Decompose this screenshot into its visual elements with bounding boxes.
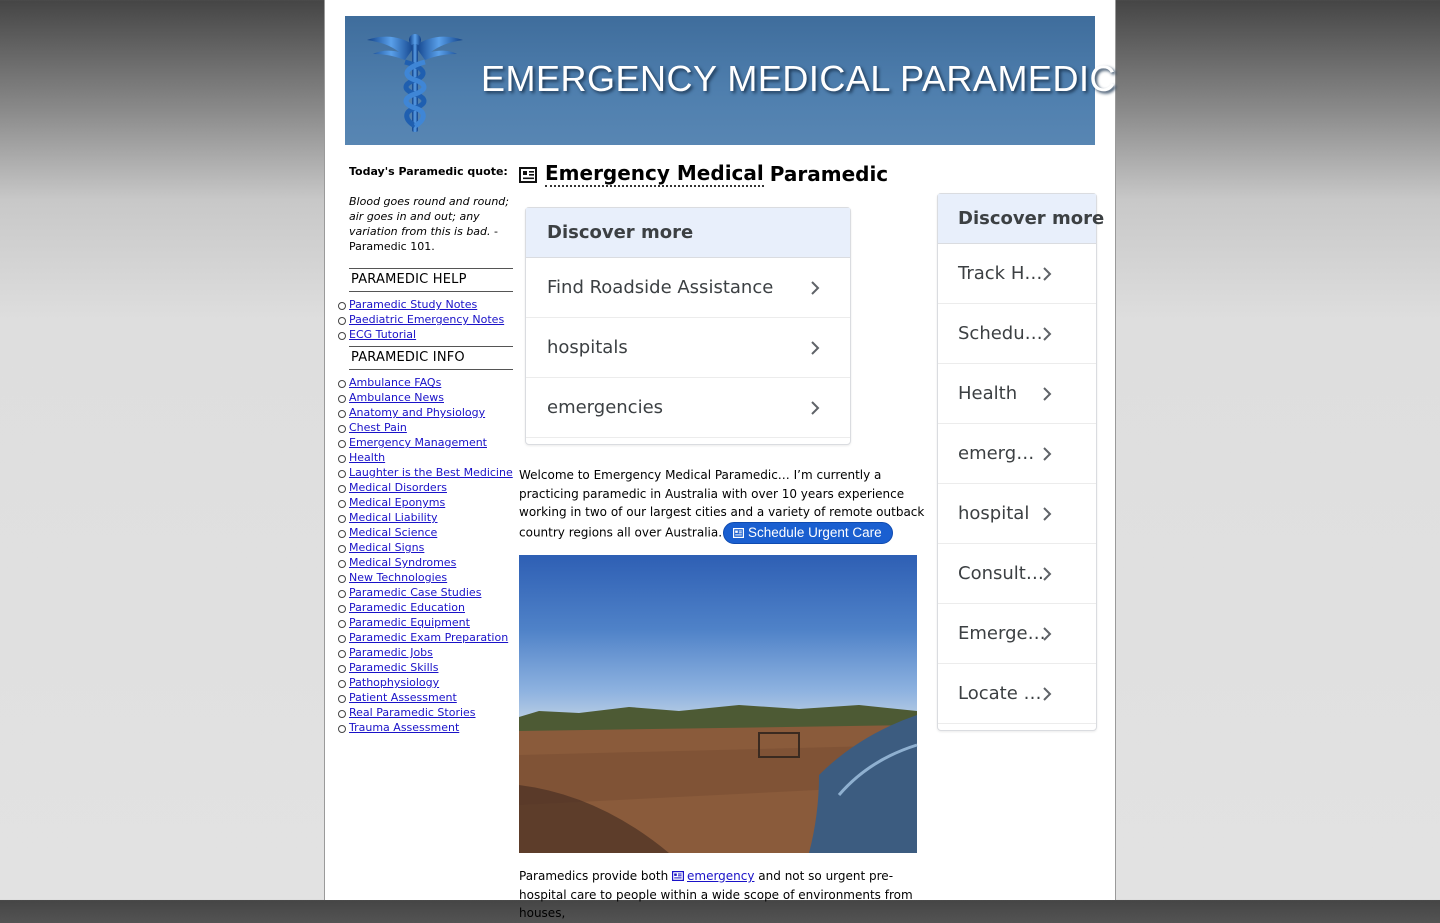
chevron-right-icon <box>1042 446 1052 462</box>
sidebar-link[interactable]: Medical Science <box>349 526 438 539</box>
body-paragraph <box>519 867 929 923</box>
list-item <box>349 420 513 435</box>
sidebar-link[interactable]: Medical Eponyms <box>349 496 446 509</box>
list-item <box>349 630 513 645</box>
sidebar-link[interactable]: Medical Syndromes <box>349 556 457 569</box>
list-item <box>349 615 513 630</box>
discover-more-heading: Discover more <box>526 208 850 258</box>
title-keyword-link[interactable]: Emergency Medical <box>545 161 764 185</box>
discover-item[interactable] <box>938 664 1096 724</box>
list-item <box>349 465 513 480</box>
sidebar-link[interactable]: Ambulance FAQs <box>349 376 442 389</box>
quote-body: Blood goes round and round; air goes in and out; any variation from this is bad. <box>349 195 509 238</box>
section-heading: PARAMEDIC INFO <box>349 346 513 370</box>
paramedic-info-section <box>349 346 513 735</box>
sidebar-link[interactable]: Paramedic Case Studies <box>349 586 482 599</box>
sidebar-link[interactable]: Laughter is the Best Medicine <box>349 466 513 479</box>
chevron-right-icon <box>1042 686 1052 702</box>
sidebar-link[interactable]: Medical Liability <box>349 511 438 524</box>
sidebar-link[interactable]: Medical Disorders <box>349 481 447 494</box>
discover-item[interactable] <box>526 378 850 438</box>
sidebar-link[interactable]: Real Paramedic Stories <box>349 706 476 719</box>
discover-item[interactable] <box>526 258 850 318</box>
chevron-right-icon <box>1042 266 1052 282</box>
list-item <box>349 600 513 615</box>
list-item <box>349 327 513 342</box>
list-item <box>349 540 513 555</box>
chevron-right-icon <box>810 340 820 356</box>
paramedic-help-section <box>349 268 513 342</box>
discover-item[interactable] <box>526 318 850 378</box>
discover-item-label: Emerge… <box>958 623 1046 644</box>
discover-item-label: hospitals <box>547 337 628 358</box>
discover-more-heading: Discover more <box>938 194 1096 244</box>
emergency-link[interactable]: emergency <box>687 869 755 883</box>
schedule-urgent-care-button[interactable] <box>723 522 893 544</box>
list-item <box>349 510 513 525</box>
sidebar-link[interactable]: Paramedic Study Notes <box>349 298 478 311</box>
list-item <box>349 555 513 570</box>
quote-attribution: - Paramedic 101. <box>349 225 498 253</box>
photo-scene <box>519 555 917 853</box>
discover-more-sidebar <box>937 193 1105 731</box>
sidebar-link[interactable]: Chest Pain <box>349 421 407 434</box>
list-item <box>349 375 513 390</box>
discover-item[interactable] <box>938 484 1096 544</box>
sidebar-link[interactable]: Patient Assessment <box>349 691 457 704</box>
title-text: Paramedic <box>769 162 889 186</box>
chevron-right-icon <box>810 280 820 296</box>
list-item <box>349 495 513 510</box>
quote-text <box>349 194 513 254</box>
chevron-right-icon <box>810 400 820 416</box>
list-item <box>349 297 513 312</box>
section-heading: PARAMEDIC HELP <box>349 268 513 292</box>
site-banner[interactable] <box>345 16 1116 145</box>
sidebar-link[interactable]: New Technologies <box>349 571 448 584</box>
intro-text: Welcome to Emergency Medical Paramedic… I’m currently a practicing paramedic in Australia with over 10 years experience working in two of our largest cities and a variety of remote outback country regions all over Australia. <box>519 468 925 540</box>
sidebar-link[interactable]: Medical Signs <box>349 541 425 554</box>
list-item <box>349 690 513 705</box>
discover-item[interactable] <box>938 544 1096 604</box>
sidebar-link[interactable]: Anatomy and Physiology <box>349 406 486 419</box>
list-item <box>349 705 513 720</box>
sidebar-link[interactable]: Paediatric Emergency Notes <box>349 313 505 326</box>
list-item <box>349 405 513 420</box>
chevron-right-icon <box>1042 506 1052 522</box>
quote-heading: Today's Paramedic quote: <box>349 165 508 178</box>
discover-item-label: hospital <box>958 503 1030 524</box>
sidebar-link[interactable]: ECG Tutorial <box>349 328 417 341</box>
left-sidebar <box>349 164 513 735</box>
newspaper-icon <box>672 871 684 881</box>
list-item <box>349 660 513 675</box>
sidebar-link[interactable]: Trauma Assessment <box>349 721 460 734</box>
list-item <box>349 480 513 495</box>
discover-item-label: emergencies <box>547 397 664 418</box>
discover-more-panel <box>525 207 851 445</box>
sidebar-link[interactable]: Health <box>349 451 386 464</box>
sidebar-link[interactable]: Paramedic Skills <box>349 661 439 674</box>
discover-item-label: Health <box>958 383 1018 404</box>
list-item <box>349 525 513 540</box>
list-item <box>349 585 513 600</box>
discover-item-label: emerg… <box>958 443 1035 464</box>
intro-paragraph <box>519 466 925 544</box>
main-content <box>519 160 929 921</box>
discover-item[interactable] <box>938 364 1096 424</box>
list-item <box>349 450 513 465</box>
list-item <box>349 675 513 690</box>
discover-item[interactable] <box>938 244 1096 304</box>
newspaper-icon <box>733 528 744 538</box>
help-link-list <box>349 297 513 342</box>
chevron-right-icon <box>1042 566 1052 582</box>
info-link-list <box>349 375 513 735</box>
sidebar-link[interactable]: Emergency Management <box>349 436 487 449</box>
chevron-right-icon <box>1042 626 1052 642</box>
sidebar-link[interactable]: Ambulance News <box>349 391 444 404</box>
discover-item[interactable] <box>938 424 1096 484</box>
list-item <box>349 720 513 735</box>
list-item <box>349 570 513 585</box>
list-item <box>349 390 513 405</box>
body-text-start: Paramedics provide both <box>519 869 672 883</box>
list-item <box>349 645 513 660</box>
discover-item-label: Find Roadside Assistance <box>547 277 774 298</box>
discover-item-label: Track H… <box>958 263 1043 284</box>
sidebar-link[interactable]: Paramedic Jobs <box>349 646 433 659</box>
chevron-right-icon <box>1042 326 1052 342</box>
discover-item-label: Locate … <box>958 683 1042 704</box>
cta-label: Schedule Urgent Care <box>748 525 882 541</box>
list-item <box>349 435 513 450</box>
discover-item[interactable] <box>938 604 1096 664</box>
chevron-right-icon <box>1042 386 1052 402</box>
body-text-end: and not so urgent pre-hospital care to people within a wide scope of environments from houses, <box>519 869 913 921</box>
site-title: EMERGENCY MEDICAL PARAMEDIC <box>481 58 1116 99</box>
sidebar-link[interactable]: Pathophysiology <box>349 676 440 689</box>
caduceus-logo <box>365 28 465 136</box>
sidebar-link[interactable]: Paramedic Education <box>349 601 465 614</box>
outback-photo <box>519 555 917 853</box>
newspaper-icon <box>519 167 537 183</box>
page-title <box>519 160 929 188</box>
discover-item-label: Consult… <box>958 563 1044 584</box>
sidebar-link[interactable]: Paramedic Exam Preparation <box>349 631 509 644</box>
discover-item-label: Schedu… <box>958 323 1043 344</box>
page-container <box>324 0 1116 921</box>
discover-item[interactable] <box>938 304 1096 364</box>
sidebar-link[interactable]: Paramedic Equipment <box>349 616 470 629</box>
list-item <box>349 312 513 327</box>
